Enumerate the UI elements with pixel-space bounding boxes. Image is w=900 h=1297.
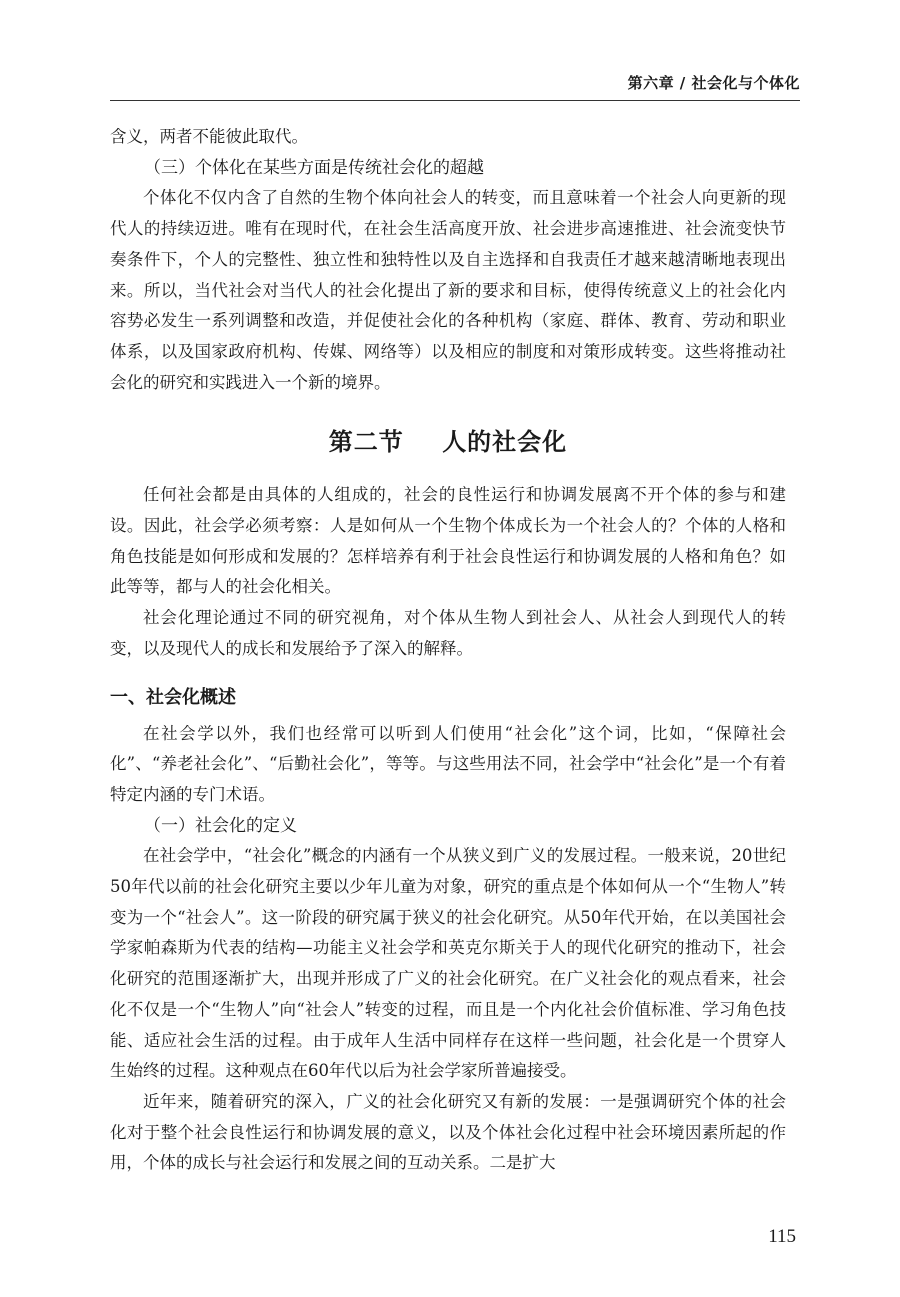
definition-paragraph-1: 在社会学中，“社会化”概念的内涵有一个从狭义到广义的发展过程。一般来说，20世纪50年代以前的社会化研究主要以少年儿童为对象，研究的重点是个体如何从一个“生物人”转变为一个“社会人”。这一阶段的研究属于狭义的社会化研究。从50年代开始，在以美国社会学家帕森斯为代表的结构—功能主义社会学和英克尔斯关于人的现代化研究的推动下，社会化研究的范围逐渐扩大，出现并形成了广义的社会化研究。在广义社会化的观点看来，社会化不仅是一个“生物人”向“社会人”转变的过程，而且是一个内化社会价值标准、学习角色技能、适应社会生活的过程。由于成年人生活中同样存在这样一些问题，社会化是一个贯穿人生始终的过程。这种观点在60年代以后为社会学家所普遍接受。 — [110, 846, 786, 1081]
definition-paragraph-2: 近年来，随着研究的深入，广义的社会化研究又有新的发展：一是强调研究个体的社会化对于整个社会良性运行和协调发展的意义，以及个体社会化过程中社会环境因素所起的作用，个体的成长与社会运行和发展之间的互动关系。二是扩大 — [110, 1091, 786, 1173]
section-number: 第二节 — [328, 428, 404, 457]
paragraph-continued: 含义，两者不能彼此取代。 — [110, 127, 308, 146]
section-paragraph-1: 任何社会都是由具体的人组成的，社会的良性运行和协调发展离不开个体的参与和建设。因此，社会学必须考察：人是如何从一个生物个体成长为一个社会人的？个体的人格和角色技能是如何形成和发展的？怎样培养有利于社会良性运行和协调发展的人格和角色？如此等等，都与人的社会化相关。 — [110, 485, 786, 597]
overview-paragraph: 在社会学以外，我们也经常可以听到人们使用“社会化”这个词，比如，“保障社会化”、“养老社会化”、“后勤社会化”，等等。与这些用法不同，社会学中“社会化”是一个有着特定内涵的专门术语。 — [110, 723, 786, 804]
running-header: 第六章 / 社会化与个体化 — [627, 74, 800, 92]
header-rule — [110, 100, 800, 101]
section-paragraph-2: 社会化理论通过不同的研究视角，对个体从生物人到社会人、从社会人到现代人的转变，以及现代人的成长和发展给予了深入的解释。 — [110, 608, 786, 658]
page-body — [110, 122, 786, 1179]
subheading-definition: （一）社会化的定义 — [144, 815, 297, 836]
paragraph-individualization: 个体化不仅内含了自然的生物个体向社会人的转变，而且意味着一个社会人向更新的现代人的持续迈进。唯有在现时代，在社会生活高度开放、社会进步高速推进、社会流变快节奏条件下，个人的完整性、独立性和独特性以及自主选择和自我责任才越来越清晰地表现出来。所以，当代社会对当代人的社会化提出了新的要求和目标，使得传统意义上的社会化内容势必发生一系列调整和改造，并促使社会化的各种机构（家庭、群体、教育、劳动和职业体系，以及国家政府机构、传媒、网络等）以及相应的制度和对策形成转变。这些将推动社会化的研究和实践进入一个新的境界。 — [110, 188, 786, 392]
page-number: 115 — [768, 1226, 796, 1247]
section-name: 人的社会化 — [442, 428, 568, 457]
heading-socialization-overview: 一、社会化概述 — [110, 686, 236, 708]
subheading-individualization-beyond: （三）个体化在某些方面是传统社会化的超越 — [144, 157, 484, 178]
section-title — [110, 422, 786, 462]
